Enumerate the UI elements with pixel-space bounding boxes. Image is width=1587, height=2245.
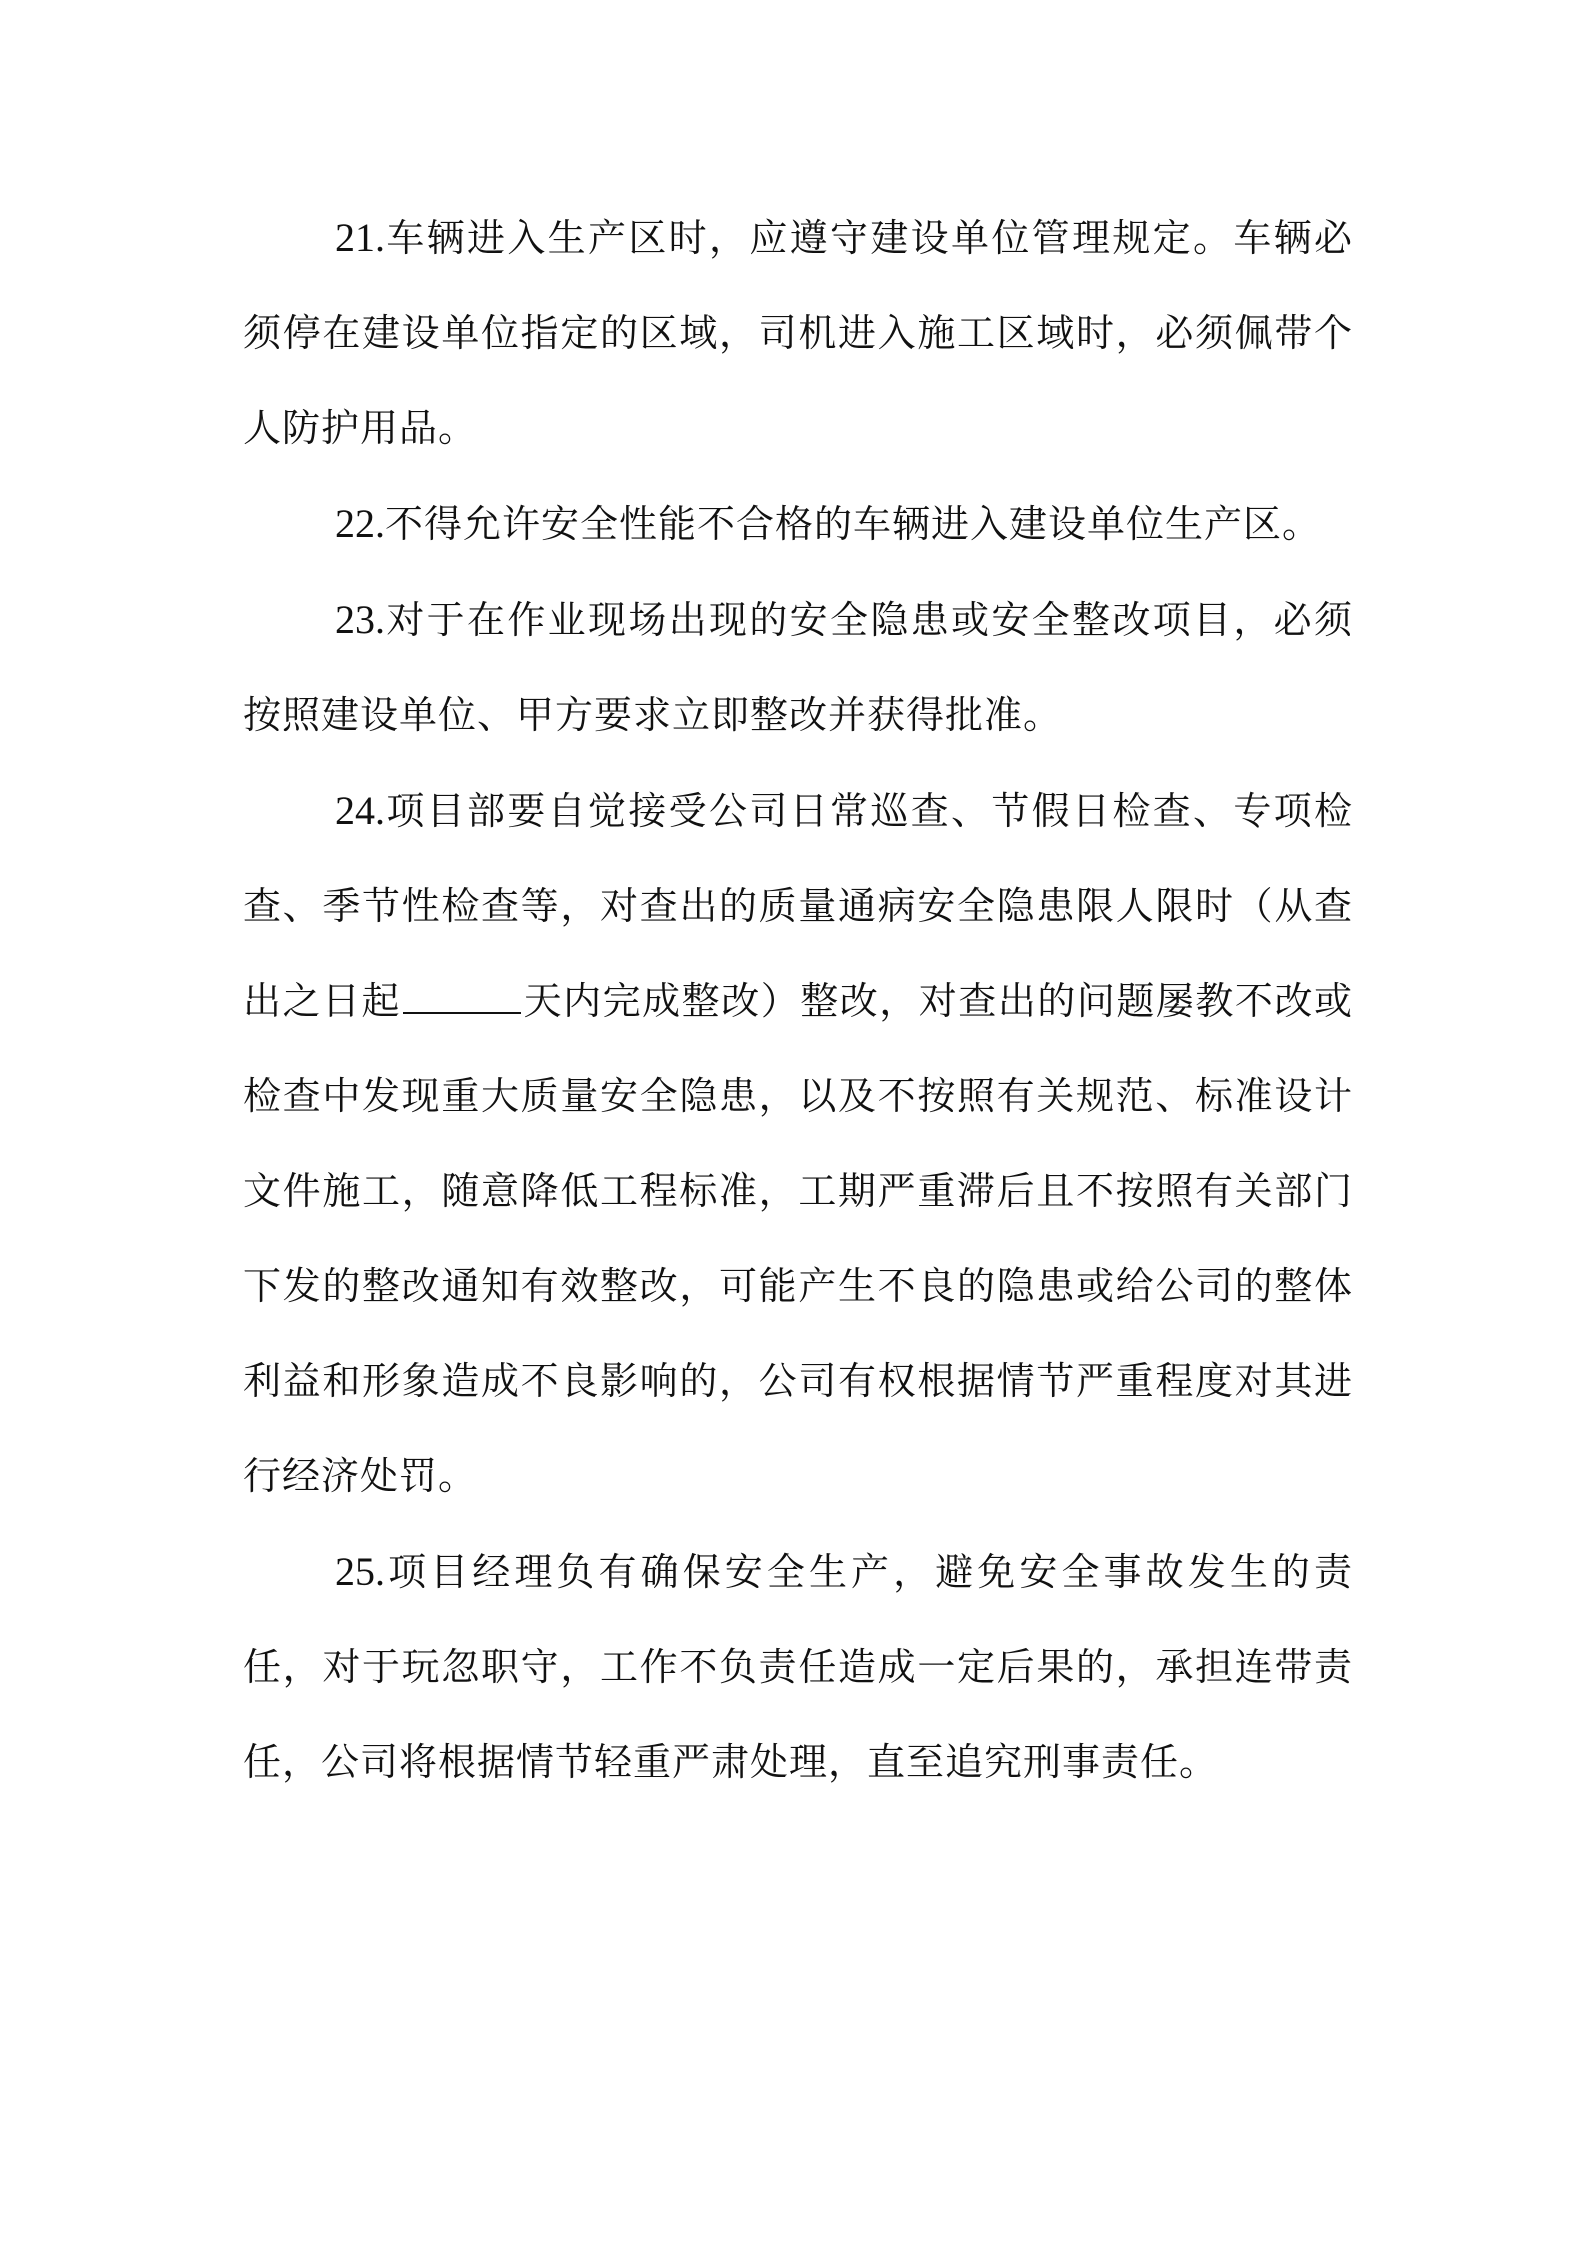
clause-text: 项目经理负有确保安全生产，避免安全事故发生的责任，对于玩忽职守，工作不负责任造成一定后果的，承担连带责任，公司将根据情节轻重严肃处理，直至追究刑事责任。: [243, 1550, 1353, 1784]
fill-in-blank: [403, 978, 521, 1014]
clause-number: 23.: [335, 597, 385, 642]
clause-text-before-blank: 项目部要自觉接受公司日常巡查、节假日检查、专项检查、季节性检查等，对查出的质量通病安全隐患限人限时（从查出之日起: [243, 789, 1353, 1023]
clause-24: [243, 763, 1353, 1524]
clause-number: 25.: [335, 1549, 385, 1594]
document-body: [243, 190, 1353, 1810]
clause-text: 不得允许安全性能不合格的车辆进入建设单位生产区。: [385, 502, 1322, 546]
clause-number: 22.: [335, 501, 385, 546]
clause-21: [243, 190, 1353, 476]
clause-text: 对于在作业现场出现的安全隐患或安全整改项目，必须按照建设单位、甲方要求立即整改并获得批准。: [243, 598, 1353, 737]
clause-text: 车辆进入生产区时，应遵守建设单位管理规定。车辆必须停在建设单位指定的区域，司机进入施工区域时，必须佩带个人防护用品。: [243, 216, 1353, 450]
clause-number: 21.: [335, 215, 385, 260]
clause-number: 24.: [335, 788, 385, 833]
clause-23: [243, 572, 1353, 763]
clause-text-after-blank: 天内完成整改）整改，对查出的问题屡教不改或检查中发现重大质量安全隐患，以及不按照有关规范、标准设计文件施工，随意降低工程标准，工期严重滞后且不按照有关部门下发的整改通知有效整改，可能产生不良的隐患或给公司的整体利益和形象造成不良影响的，公司有权根据情节严重程度对其进行经济处罚。: [243, 979, 1353, 1498]
clause-22: [243, 476, 1353, 572]
clause-25: [243, 1524, 1353, 1810]
